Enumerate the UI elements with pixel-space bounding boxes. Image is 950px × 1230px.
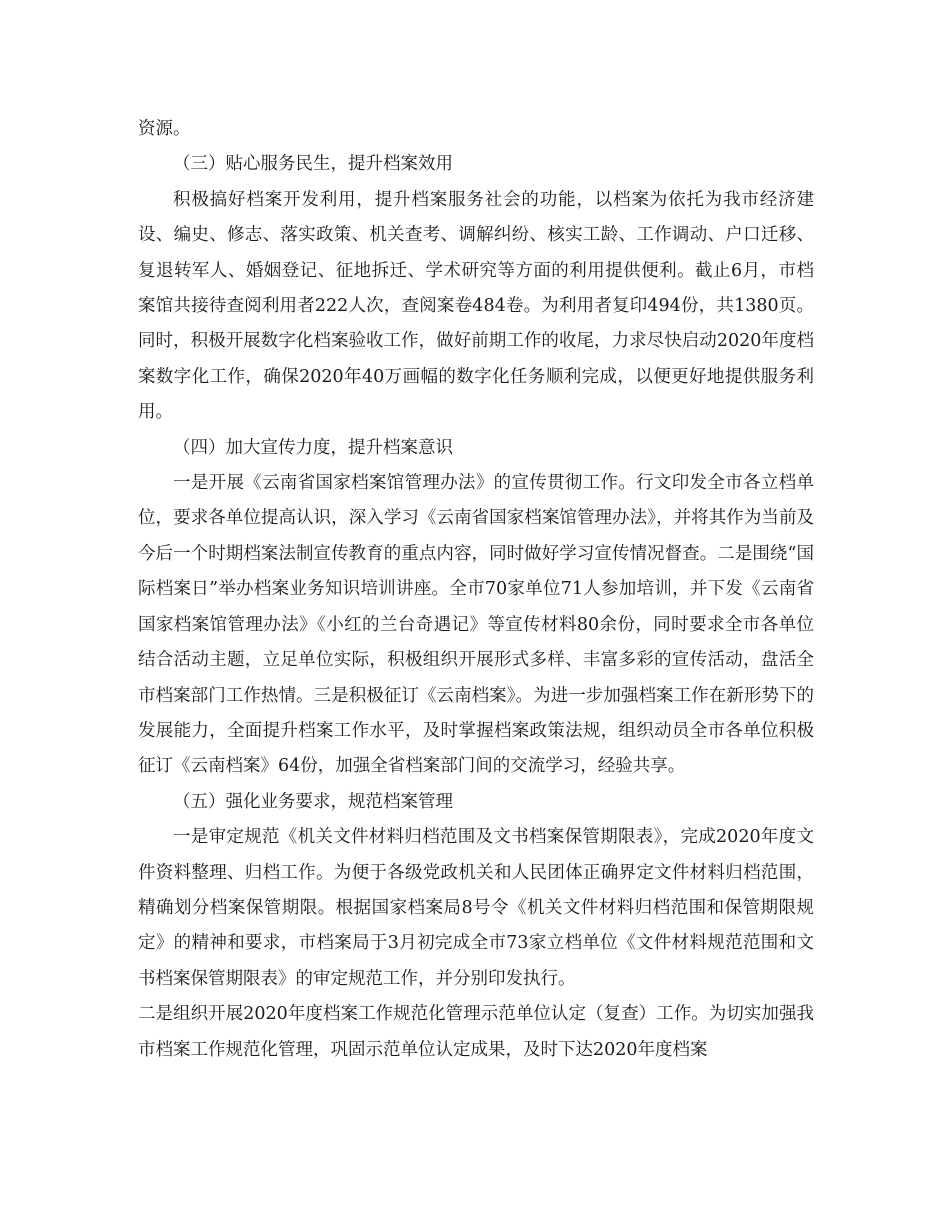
section-heading-4: （四）加大宣传力度，提升档案意识 <box>173 437 453 458</box>
document-body <box>138 112 814 1068</box>
section-heading-3: （三）贴心服务民生，提升档案效用 <box>173 154 453 175</box>
paragraph-continuation: 资源。 <box>138 119 191 139</box>
paragraph-standards-review: 一是审定规范《机关文件材料归档范围及文书档案保管期限表》，完成2020年度文件资料整理、归档工作。为便于各级党政机关和人民团体正确界定文件材料归档范围，精确划分档案保管期限。根据国家档案局8号令《机关文件材料归档范围和保管期限规定》的精神和要求，市档案局于3月初完成全市73家立档单位《文件材料规范范围和文书档案保管期限表》的审定规范工作，并分别印发执行。 <box>138 827 814 989</box>
paragraph-publicity: 一是开展《云南省国家档案馆管理办法》的宣传贯彻工作。行文印发全市各立档单位，要求各单位提高认识，深入学习《云南省国家档案馆管理办法》，并将其作为当前及今后一个时期档案法制宣传教育的重点内容，同时做好学习宣传情况督查。二是围绕“国际档案日”举办档案业务知识培训讲座。全市70家单位71人参加培训，并下发《云南省国家档案馆管理办法》《小红的兰台奇遇记》等宣传材料80余份，同时要求全市各单位结合活动主题，立足单位实际，积极组织开展形式多样、丰富多彩的宣传活动，盘活全市档案部门工作热情。三是积极征订《云南档案》。为进一步加强档案工作在新形势下的发展能力，全面提升档案工作水平，及时掌握档案政策法规，组织动员全市各单位积极征订《云南档案》64份，加强全省档案部门间的交流学习，经验共享。 <box>138 473 814 777</box>
paragraph-archive-utilization: 积极搞好档案开发利用，提升档案服务社会的功能，以档案为依托为我市经济建设、编史、修志、落实政策、机关查考、调解纠纷、核实工龄、工作调动、户口迁移、复退转军人、婚姻登记、征地拆迁、学术研究等方面的利用提供便利。截止6月，市档案馆共接待查阅利用者222人次，查阅案卷484卷。为利用者复印494份，共1380页。同时，积极开展数字化档案验收工作，做好前期工作的收尾，力求尽快启动2020年度档案数字化工作，确保2020年40万画幅的数字化任务顺利完成，以便更好地提供服务利用。 <box>138 189 814 423</box>
section-heading-5: （五）强化业务要求，规范档案管理 <box>173 791 453 812</box>
paragraph-demonstration-units: 二是组织开展2020年度档案工作规范化管理示范单位认定（复查）工作。为切实加强我市档案工作规范化管理，巩固示范单位认定成果，及时下达2020年度档案 <box>138 1004 814 1060</box>
